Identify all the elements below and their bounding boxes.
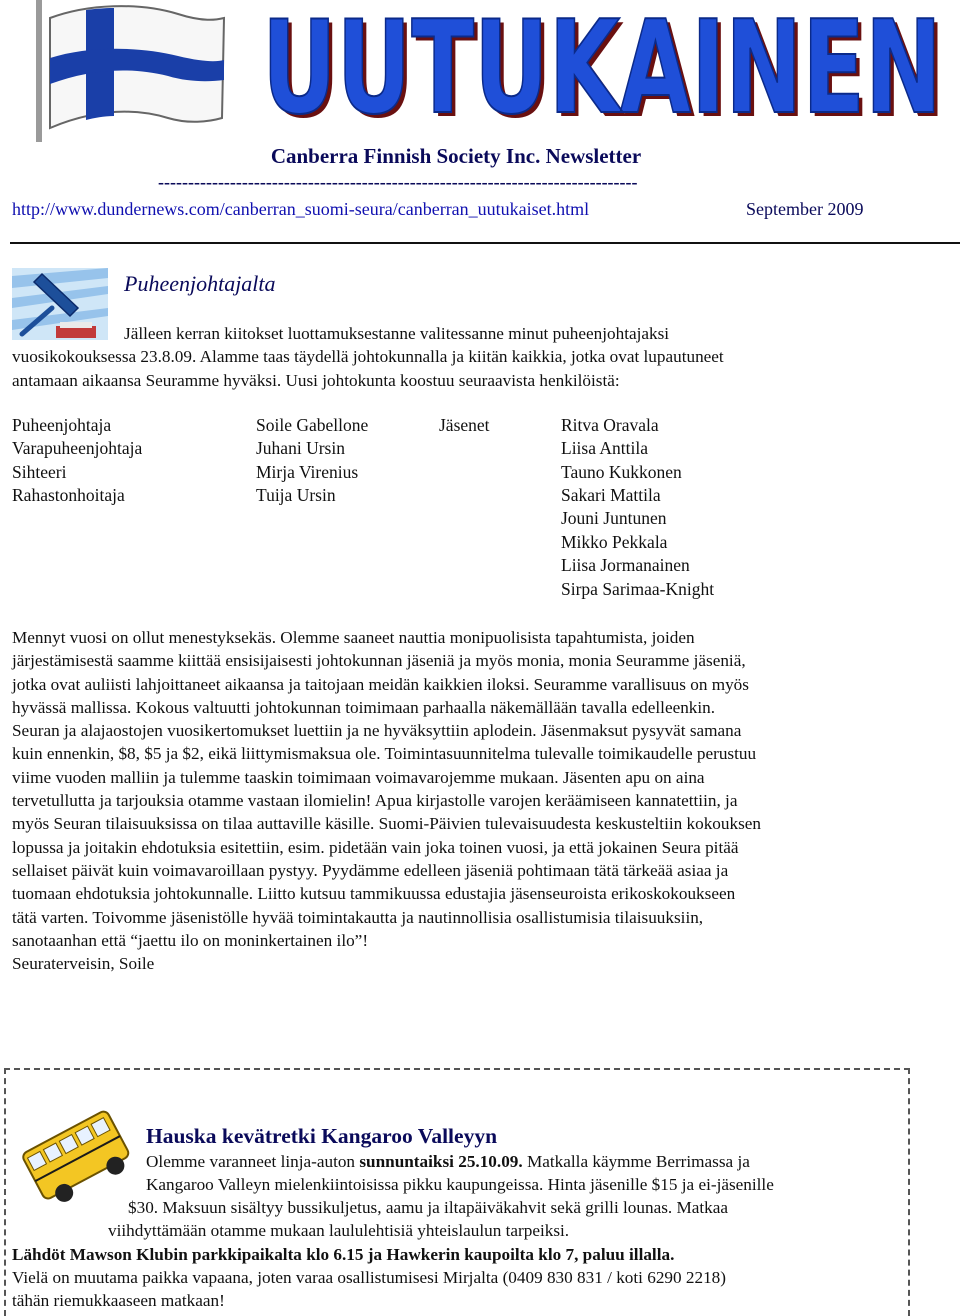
member-name: Ritva Oravala bbox=[561, 415, 659, 435]
officer-role: Rahastonhoitaja bbox=[12, 485, 125, 505]
website-link[interactable]: http://www.dundernews.com/canberran_suomi-seura/canberran_uutukaiset.html bbox=[12, 199, 590, 219]
officer-name: Soile Gabellone bbox=[256, 415, 369, 435]
uutukainen-logo bbox=[254, 4, 950, 122]
review-line: tuomaan ehdotuksia johtokunnalle. Liitto kutsuu tammikuussa edustajia jäsenseuroista erikoskokoukseen bbox=[12, 884, 736, 904]
trip-line: Kangaroo Valleyn mielenkiintoisissa pikku kaupungeissa. Hinta jäsenille $15 ja ei-jäsenille bbox=[146, 1175, 774, 1194]
review-line: sanotaanhan että “jaettu ilo on moninkertainen ilo”! bbox=[12, 930, 369, 950]
school-bus-icon bbox=[18, 1100, 130, 1212]
member-name: Sakari Mattila bbox=[561, 485, 661, 505]
member-name: Sirpa Sarimaa-Knight bbox=[561, 579, 715, 599]
newsletter-title: Canberra Finnish Society Inc. Newsletter bbox=[270, 144, 642, 168]
chair-intro-line: vuosikokouksessa 23.8.09. Alamme taas täydellä johtokunnalla ja kiitän kaikkia, jotka ovat lupautuneet bbox=[12, 347, 724, 367]
trip-line: Vielä on muutama paikka vapaana, joten varaa osallistumisesi Mirjalta (0409 830 831 / koti 6290 2218) bbox=[12, 1268, 726, 1287]
title-divider: -------------------------------------------------------------------------------- bbox=[158, 172, 638, 192]
officer-name: Tuija Ursin bbox=[256, 485, 336, 505]
officer-name: Mirja Virenius bbox=[256, 462, 359, 482]
members-label: Jäsenet bbox=[439, 415, 490, 435]
finnish-flag-image bbox=[28, 0, 228, 142]
officer-role: Varapuheenjohtaja bbox=[12, 438, 143, 458]
member-name: Liisa Anttila bbox=[561, 438, 649, 458]
year-review-paragraph bbox=[12, 626, 912, 975]
member-name: Mikko Pekkala bbox=[561, 532, 668, 552]
member-name: Tauno Kukkonen bbox=[561, 462, 682, 482]
review-line: tervetullutta ja tarjouksia otamme vastaan ilomielin! Apua kirjastolle varojen keräämiseen kannatettiin, ja bbox=[12, 791, 738, 811]
trip-line: $30. Maksuun sisältyy bussikuljetus, aamu ja iltapäiväkahvit sekä grilli lounas. Matkaa bbox=[128, 1198, 729, 1217]
trip-line: viihdyttämään otamme mukaan laululehtisiä yhteislaulun tarpeiksi. bbox=[108, 1221, 570, 1240]
trip-title: Hauska kevätretki Kangaroo Valleyyn bbox=[146, 1124, 498, 1148]
chair-intro-line: Jälleen kerran kiitokset luottamuksestanne valitessanne minut puheenjohtajaksi bbox=[124, 324, 670, 343]
chair-heading: Puheenjohtajalta bbox=[124, 271, 276, 296]
officer-name: Juhani Ursin bbox=[256, 438, 345, 458]
review-line: Mennyt vuosi on ollut menestyksekäs. Olemme saaneet nauttia monipuolisista tapahtumista, joiden bbox=[12, 628, 695, 647]
member-name: Jouni Juntunen bbox=[561, 508, 667, 528]
signature-line: Seuraterveisin, Soile bbox=[12, 954, 155, 974]
header-rule bbox=[10, 242, 960, 244]
svg-text:UUTUKAINEN: UUTUKAINEN bbox=[262, 4, 942, 122]
member-name: Liisa Jormanainen bbox=[561, 555, 690, 575]
review-line: sellaiset päivät kuin voimavaroillaan pystyy. Pyydämme edelleen jäseniä pohtimaan tätä tärkeää asiaa ja bbox=[12, 860, 729, 880]
review-line: hyvässä mallissa. Kokous valtuutti johtokunnan toimimaan parhaalla näkemällään tavalla edelleenkin. bbox=[12, 697, 716, 717]
chair-intro-line: antamaan aikaansa Seuramme hyväksi. Uusi johtokunta koostuu seuraavista henkilöistä: bbox=[12, 370, 620, 390]
trip-line: tähän riemukkaaseen matkaan! bbox=[12, 1291, 225, 1310]
review-line: jotka ovat auliisti lahjoittaneet aikaansa ja taitojaan meidän kaikkien iloksi. Seuramme varallisuus on myös bbox=[12, 674, 749, 694]
officer-role: Sihteeri bbox=[12, 462, 67, 482]
review-line: kuin ennenkin, $8, $5 ja $2, eikä liittymismaksua ole. Toimintasuunnitelma tulevalle toimikaudelle perustuu bbox=[12, 744, 757, 764]
svg-text:UUTUKAINEN: UUTUKAINEN bbox=[266, 4, 946, 122]
review-line: viime vuoden malliin ja tulemme taaskin toimimaan voimavarojemme mukaan. Jäsenten apu on aina bbox=[12, 767, 705, 787]
review-line: järjestämisestä saamme kiittää ensisijaisesti johtokunnan jäseniä ja myös monia, monia Seuramme jäseniä, bbox=[12, 651, 746, 671]
review-line: Seuran ja alajaostojen vuosikertomukset luettiin ja ne hyväksyttiin aplodein. Jäsenmaksut pysyvät samana bbox=[12, 721, 742, 741]
officer-role: Puheenjohtaja bbox=[12, 415, 112, 435]
review-line: tätä varten. Toivomme jäsenistölle hyvää toimintakautta ja nautinnollisia osallistumisia tilaisuuksiin, bbox=[12, 907, 704, 927]
issue-date: September 2009 bbox=[746, 199, 864, 219]
chair-intro bbox=[12, 322, 912, 392]
review-line: lopussa ja joitakin ehdotuksia esitettiin, esim. pidetään vain joka toinen vuosi, ja että jokainen Seura pitää bbox=[12, 837, 739, 857]
trip-departures: Lähdöt Mawson Klubin parkkipaikalta klo 6.15 ja Hawkerin kaupoilta klo 7, paluu illalla. bbox=[12, 1245, 675, 1264]
review-line: myös Seuran tilaisuuksissa on tilaa auttaville käsille. Suomi-Päivien tulevaisuudesta keskusteltiin kokouksen bbox=[12, 814, 761, 834]
trip-line: Olemme varanneet linja-auton sunnuntaiksi 25.10.09. Matkalla käymme Berrimassa ja bbox=[146, 1152, 750, 1171]
